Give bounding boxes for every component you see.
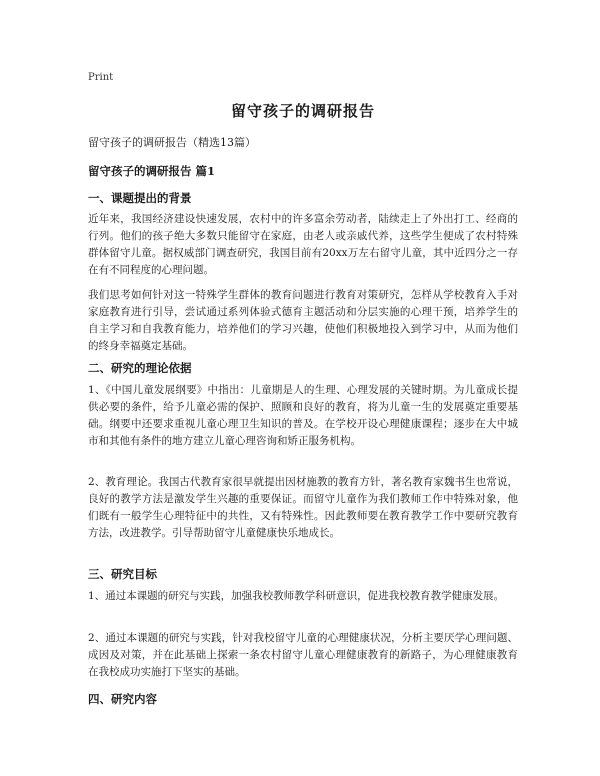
document-title: 留守孩子的调研报告 — [230, 102, 375, 120]
section-heading-background: 一、课题提出的背景 — [88, 191, 192, 205]
section-heading-theory: 二、研究的理论依据 — [88, 361, 192, 375]
paragraph-goals-2: 2、通过本课题的研究与实践，针对我校留守儿童的心理健康状况，分析主要厌学心理问题、成因及对策，并在此基础上探索一条农村留守儿童心理健康教育的新路子，为心理健康教育在我校成功实施打下坚实的基础。 — [88, 632, 518, 678]
paragraph-theory-2: 2、教育理论。我国古代教育家很早就提出因材施教的教育方针，著名教育家魏书生也常说，良好的教学方法是激发学生兴趣的重要保证。而留守儿童作为我们教师工作中特殊对象，他们既有一般学生心理特征中的共性，又有特殊性。因此教师要在教育教学工作中要研究教育方法，改进教学。引导帮助留守儿童健康快乐地成长。 — [88, 476, 518, 539]
paragraph-background-2: 我们思考如何针对这一特殊学生群体的教育问题进行教育对策研究，怎样从学校教育入手对家庭教育进行引导，尝试通过系列体验式德育主题活动和分层实施的心理干预，培养学生的自主学习和自我教育能力，培养他们的学习兴趣，使他们积极地投入到学习中，从而为他们的终身幸福奠定基础。 — [88, 289, 518, 352]
paragraph-goals-1: 1、通过本课题的研究与实践，加强我校教师教学科研意识，促进我校教育教学健康发展。 — [88, 590, 505, 602]
section-heading-content: 四、研究内容 — [88, 692, 157, 706]
print-label[interactable]: Print — [88, 72, 114, 83]
section-heading-goals: 三、研究目标 — [88, 567, 157, 581]
document-subtitle: 留守孩子的调研报告（精选13篇） — [88, 136, 256, 149]
paragraph-theory-1: 1、《中国儿童发展纲要》中指出：儿童期是人的生理、心理发展的关键时期。为儿童成长提供必要的条件，给予儿童必需的保护、照顾和良好的教育，将为儿童一生的发展奠定重要基础。纲要中还要求重视儿童心理卫生知识的普及。在学校开设心理健康课程；逐步在大中城市和其他有条件的地方建立儿童心理咨询和矫正服务机构。 — [88, 384, 518, 447]
article-heading: 留守孩子的调研报告 篇1 — [88, 164, 216, 178]
paragraph-background-1: 近年来，我国经济建设快速发展，农村中的许多富余劳动者，陆续走上了外出打工、经商的行列。他们的孩子绝大多数只能留守在家庭，由老人或亲戚代养，这些学生便成了农村特殊群体留守儿童。据权威部门调查研究，我国目前有20xx万左右留守儿童，其中近四分之一存在有不同程度的心理问题。 — [88, 213, 518, 276]
